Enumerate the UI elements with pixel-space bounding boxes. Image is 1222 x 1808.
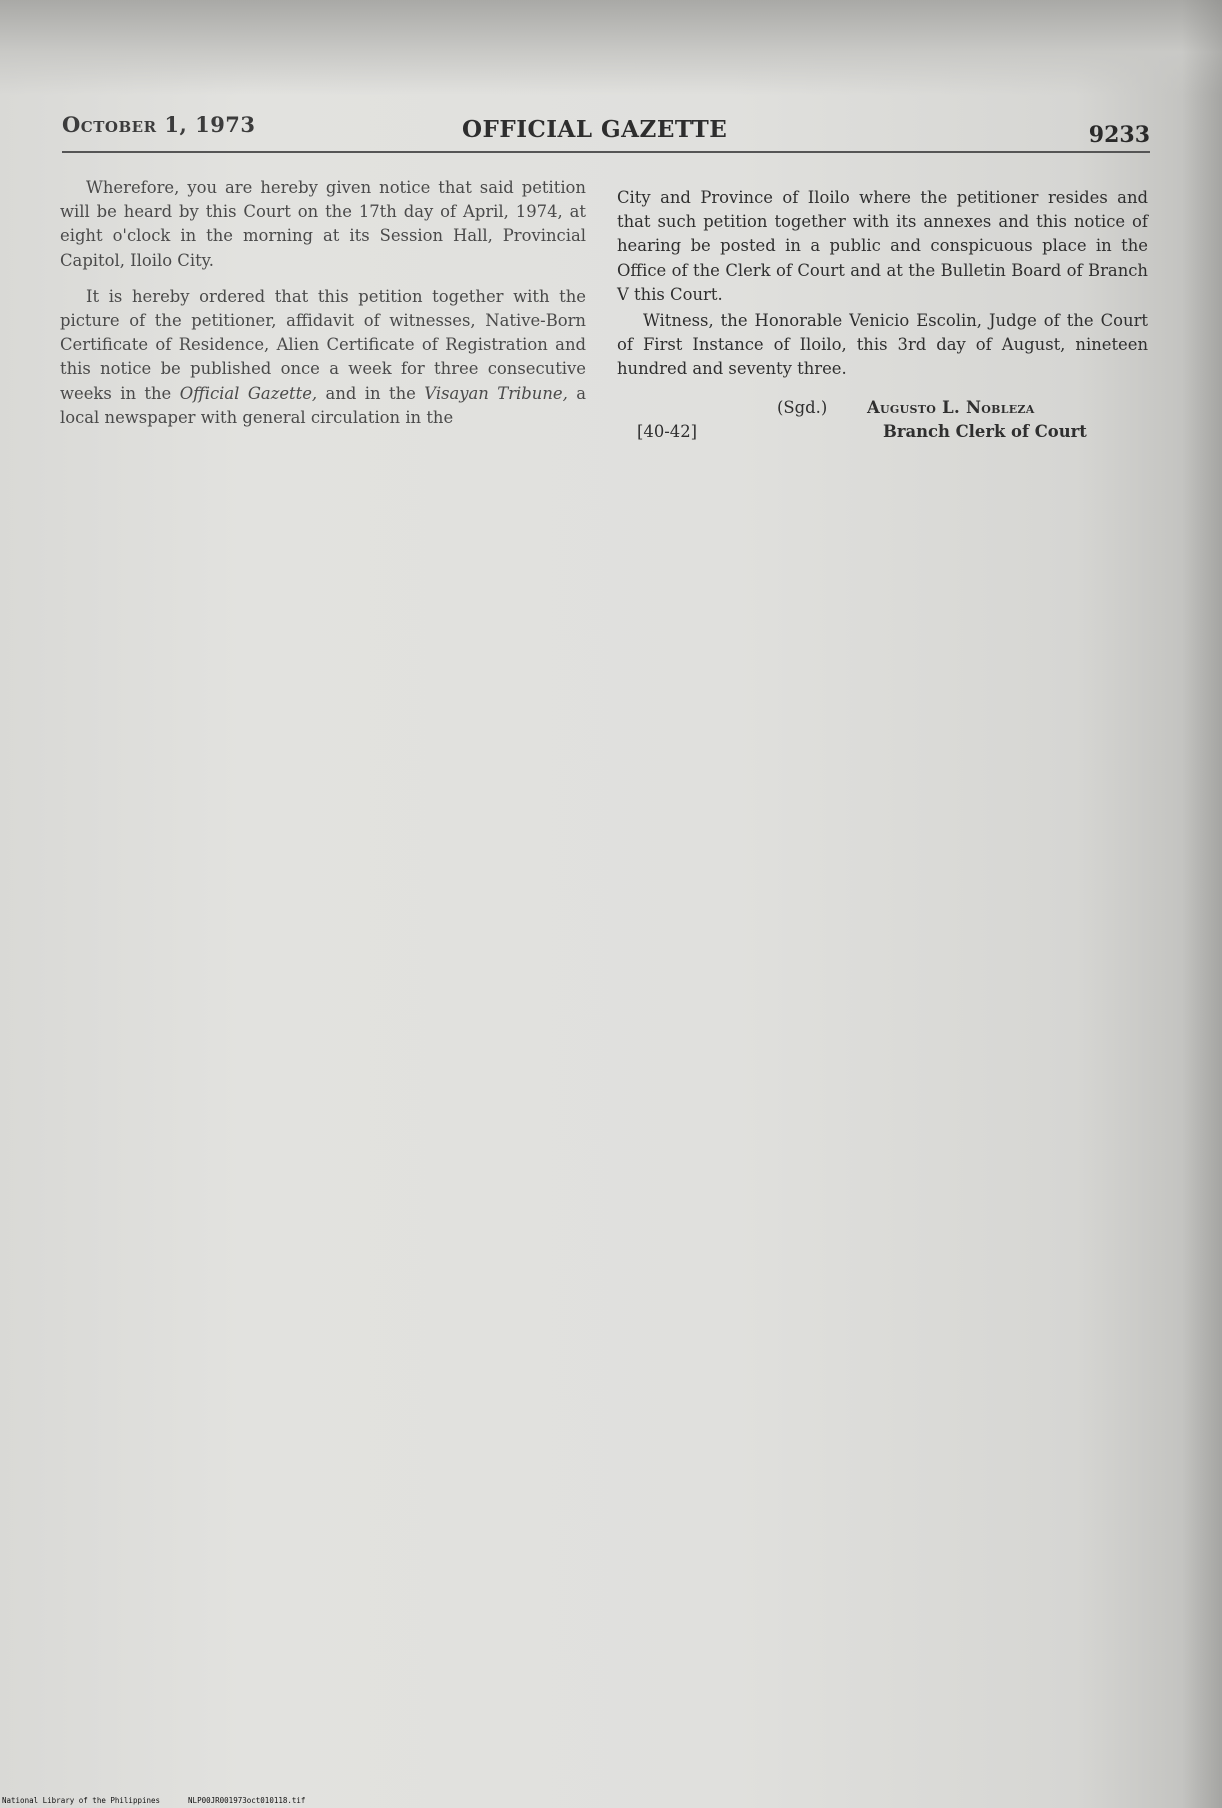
- signature-block: [617, 396, 1148, 446]
- header-page-number: 9233: [1088, 122, 1150, 148]
- footer-library: National Library of the Philippines: [2, 1796, 161, 1805]
- order-text-end: a local newspaper with general circulation in the: [60, 383, 586, 427]
- header-title: OFFICIAL GAZETTE: [462, 116, 728, 143]
- notice-paragraph: Wherefore, you are hereby given notice that said petition will be heard by this Court on the 17th day of April, 1974, at eight o'clock in the morning at its Session Hall, Provincial Capitol, Iloilo City.: [60, 178, 586, 270]
- scan-footer: [2, 1796, 333, 1805]
- footer-filename: NLP00JR001973oct010118.tif: [188, 1796, 306, 1805]
- left-column: [60, 176, 586, 442]
- posting-order-continuation: City and Province of Iloilo where the petitioner resides and that such petition together with its annexes and this notice of hearing be posted in a public and conspicuous place in the Office of the Clerk of Court and at the Bulletin Board of Branch V this Court.: [617, 188, 1148, 304]
- scan-right-shadow: [1182, 0, 1222, 1808]
- signatory-title: Branch Clerk of Court: [883, 421, 1087, 441]
- witness-paragraph: Witness, the Honorable Venicio Escolin, Judge of the Court of First Instance of Iloilo, this 3rd day of August, nineteen hundred and seventy three.: [617, 311, 1148, 379]
- signed-mark: (Sgd.): [777, 397, 828, 417]
- newspaper-name: Visayan Tribune,: [424, 383, 568, 403]
- header-date: October 1, 1973: [62, 112, 256, 137]
- issue-reference: [40-42]: [637, 421, 698, 441]
- page-header: [62, 106, 1150, 146]
- scan-top-shadow: [0, 0, 1222, 95]
- signatory-name: Augusto L. Nobleza: [867, 397, 1035, 417]
- order-text-start: It is hereby ordered that this petition together with the picture of the petitioner, affidavit of witnesses, Native-Born Certificate of Residence, Alien Certificate of Registration and this notice be published once a week for three consecutive weeks in the: [60, 286, 586, 403]
- publication-order-paragraph: [60, 285, 586, 430]
- order-text-mid: and in the: [317, 383, 425, 403]
- header-rule: [62, 151, 1150, 153]
- right-column: [617, 186, 1148, 446]
- gazette-name: Official Gazette,: [179, 383, 318, 403]
